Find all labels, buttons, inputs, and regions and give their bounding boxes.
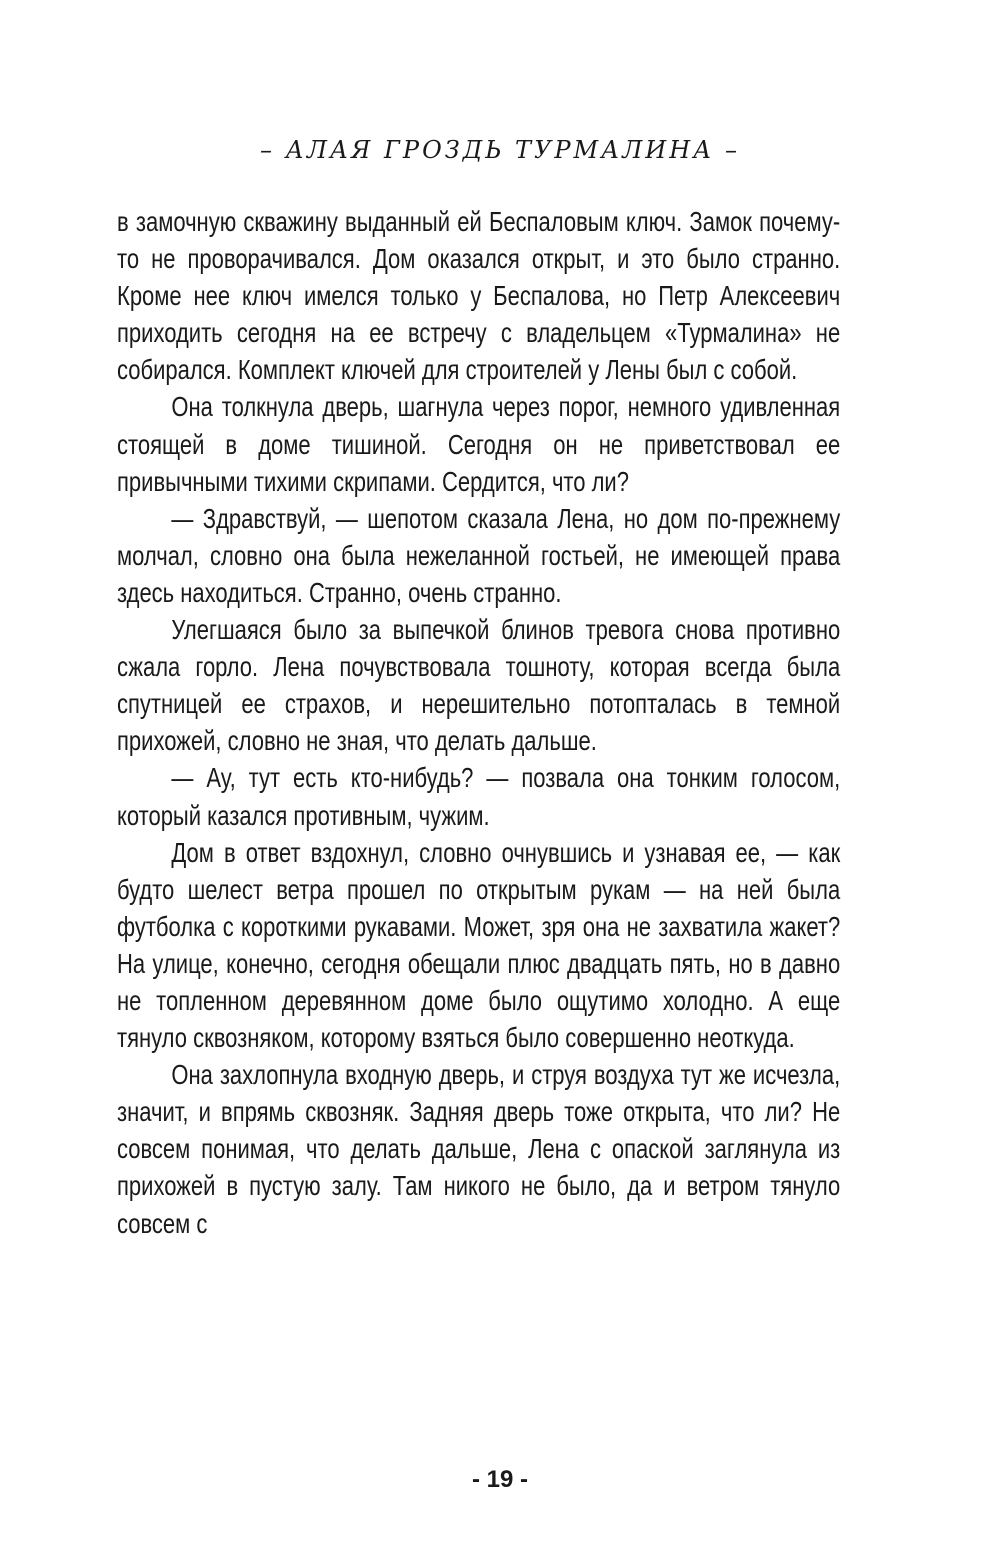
- paragraph: Она толкнула дверь, шагнула через порог, немного удивленная стоящей в доме тишиной. Сегодня он не приветствовал ее привычными тихими скрипами. Сердится, что ли?: [117, 391, 841, 497]
- paragraph: Дом в ответ вздохнул, словно очнувшись и узнавая ее, — как будто шелест ветра прошел по открытым рукам — на ней была футболка с короткими рукавами. Может, зря она не захватила жакет? На улице, конечно, сегодня обещали плюс двадцать пять, но в давно не топленном деревянном доме было ощутимо холодно. А еще тянуло сквозняком, которому взяться было совершенно неоткуда.: [117, 836, 841, 1054]
- paragraph: — Ау, тут есть кто-нибудь? — позвала она тонким голосом, который казался противным, чужим.: [117, 762, 841, 831]
- paragraph: Она захлопнула входную дверь, и струя воздуха тут же исчезла, значит, и впрямь сквозняк. Задняя дверь тоже открыта, что ли? Не совсем понимая, что делать дальше, Лена с опаской заглянула из прихожей в пустую залу. Там никого не было, да и ветром тянуло совсем с: [117, 1059, 841, 1239]
- running-title: – АЛАЯ ГРОЗДЬ ТУРМАЛИНА –: [260, 136, 740, 164]
- page-number: - 19 -: [471, 1466, 528, 1493]
- paragraph: в замочную скважину выданный ей Беспаловым ключ. Замок почему-то не проворачивался. Дом оказался открыт, и это было странно. Кроме нее ключ имелся только у Беспалова, но Петр Алексеевич приходить сегодня на ее встречу с владельцем «Турмалина» не собирался. Комплект ключей для строителей у Лены был с собой.: [117, 206, 841, 386]
- paragraph: Улегшаяся было за выпечкой блинов тревога снова противно сжала горло. Лена почувствовала тошноту, которая всегда была спутницей ее страхов, и нерешительно потопталась в темной прихожей, словно не зная, что делать дальше.: [117, 614, 841, 757]
- body-text: [117, 203, 840, 1242]
- paragraph: — Здравствуй, — шепотом сказала Лена, но дом по-прежнему молчал, словно она была нежеланной гостьей, не имеющей права здесь находиться. Странно, очень странно.: [117, 502, 841, 608]
